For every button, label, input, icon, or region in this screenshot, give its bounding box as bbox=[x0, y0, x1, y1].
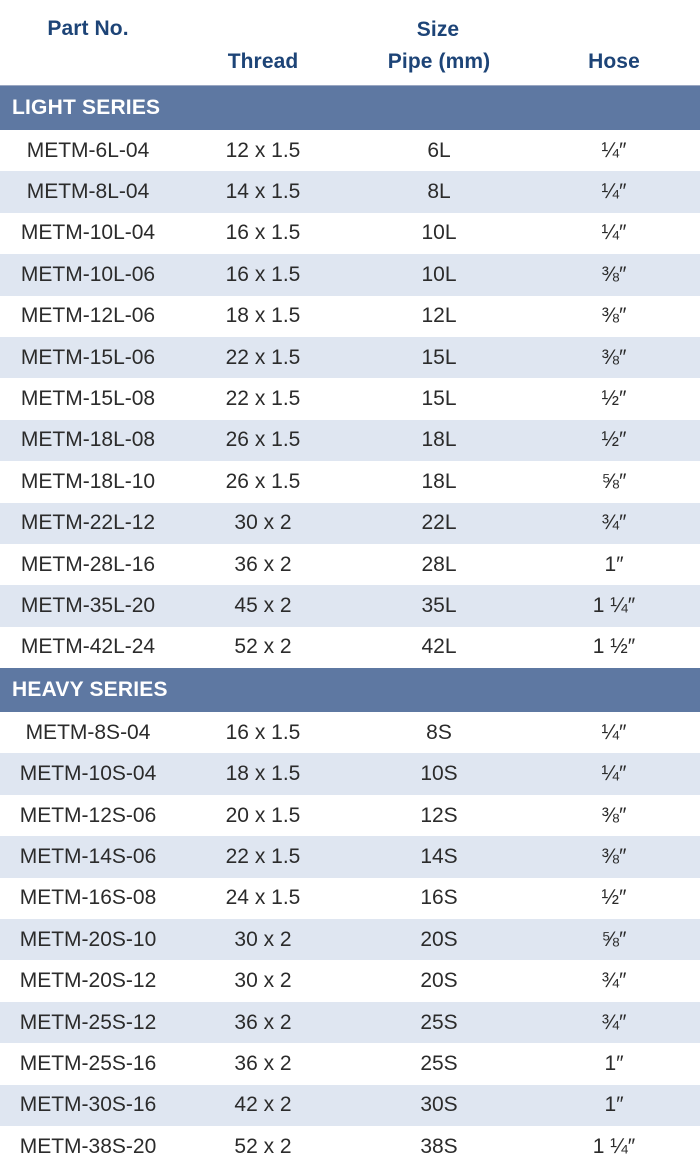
table-row bbox=[0, 960, 700, 1001]
pipe-size-cell: 30S bbox=[420, 1093, 458, 1117]
thread-cell: 36 x 2 bbox=[234, 552, 292, 576]
table-row bbox=[0, 378, 700, 419]
thread-cell: 26 x 1.5 bbox=[225, 428, 301, 452]
part-number-cell: METM-12L-06 bbox=[20, 304, 156, 328]
thread-cell: 36 x 2 bbox=[234, 1051, 292, 1075]
hose-size-cell: ⅜″ bbox=[601, 803, 627, 827]
part-number-cell: METM-30S-16 bbox=[19, 1093, 157, 1117]
hose-size-cell: ¼″ bbox=[601, 180, 627, 204]
thread-cell: 14 x 1.5 bbox=[225, 180, 301, 204]
table-row bbox=[0, 1085, 700, 1126]
part-number-cell: METM-35L-20 bbox=[20, 593, 156, 617]
pipe-size-cell: 42L bbox=[421, 635, 457, 659]
pipe-size-cell: 8L bbox=[427, 180, 451, 204]
hose-size-cell: 1 ¼″ bbox=[592, 593, 636, 617]
table-row bbox=[0, 585, 700, 626]
header-size: Size bbox=[416, 18, 460, 41]
pipe-size-cell: 10S bbox=[420, 762, 458, 786]
hose-size-cell: ⅝″ bbox=[601, 927, 627, 951]
hose-size-cell: 1 ½″ bbox=[592, 635, 636, 659]
part-number-cell: METM-25S-16 bbox=[19, 1051, 157, 1075]
part-number-cell: METM-20S-10 bbox=[19, 927, 157, 951]
part-number-cell: METM-6L-04 bbox=[26, 138, 150, 162]
pipe-size-cell: 14S bbox=[420, 844, 458, 868]
table-row bbox=[0, 296, 700, 337]
part-number-cell: METM-15L-06 bbox=[20, 345, 156, 369]
pipe-size-cell: 18L bbox=[421, 469, 457, 493]
pipe-size-cell: 25S bbox=[420, 1051, 458, 1075]
hose-size-cell: ¾″ bbox=[601, 969, 627, 993]
thread-cell: 26 x 1.5 bbox=[225, 469, 301, 493]
hose-size-cell: ½″ bbox=[601, 387, 627, 411]
hose-size-cell: ⅜″ bbox=[601, 345, 627, 369]
pipe-size-cell: 35L bbox=[421, 593, 457, 617]
pipe-size-cell: 20S bbox=[420, 969, 458, 993]
hose-size-cell: ¼″ bbox=[601, 762, 627, 786]
part-number-cell: METM-8L-04 bbox=[26, 180, 150, 204]
table-row bbox=[0, 712, 700, 753]
thread-cell: 16 x 1.5 bbox=[225, 262, 301, 286]
hose-size-cell: ⅜″ bbox=[601, 844, 627, 868]
table-row bbox=[0, 503, 700, 544]
part-number-cell: METM-42L-24 bbox=[20, 635, 156, 659]
table-row bbox=[0, 337, 700, 378]
part-number-cell: METM-28L-16 bbox=[20, 552, 156, 576]
part-number-cell: METM-38S-20 bbox=[19, 1134, 157, 1158]
table-row bbox=[0, 795, 700, 836]
pipe-size-cell: 10L bbox=[421, 221, 457, 245]
part-number-cell: METM-22L-12 bbox=[20, 511, 156, 535]
hose-size-cell: ½″ bbox=[601, 428, 627, 452]
thread-cell: 52 x 2 bbox=[234, 1134, 292, 1158]
table-row bbox=[0, 461, 700, 502]
pipe-size-cell: 18L bbox=[421, 428, 457, 452]
thread-cell: 22 x 1.5 bbox=[225, 345, 301, 369]
header-part-no: Part No. bbox=[47, 17, 129, 40]
table-row bbox=[0, 171, 700, 212]
pipe-size-cell: 25S bbox=[420, 1010, 458, 1034]
pipe-size-cell: 16S bbox=[420, 886, 458, 910]
table-row bbox=[0, 627, 700, 668]
part-number-cell: METM-18L-10 bbox=[20, 469, 156, 493]
table-row bbox=[0, 254, 700, 295]
heavy-series-header: HEAVY SERIES bbox=[0, 668, 700, 712]
pipe-size-cell: 28L bbox=[421, 552, 457, 576]
thread-cell: 16 x 1.5 bbox=[225, 720, 301, 744]
pipe-size-cell: 20S bbox=[420, 927, 458, 951]
thread-cell: 24 x 1.5 bbox=[225, 886, 301, 910]
pipe-size-cell: 10L bbox=[421, 262, 457, 286]
part-number-cell: METM-8S-04 bbox=[25, 720, 151, 744]
header-hose: Hose bbox=[588, 50, 640, 73]
table-row bbox=[0, 1002, 700, 1043]
thread-cell: 30 x 2 bbox=[234, 927, 292, 951]
thread-cell: 22 x 1.5 bbox=[225, 844, 301, 868]
table-row bbox=[0, 836, 700, 877]
thread-cell: 52 x 2 bbox=[234, 635, 292, 659]
part-number-cell: METM-14S-06 bbox=[19, 844, 157, 868]
part-number-cell: METM-10L-06 bbox=[20, 262, 156, 286]
thread-cell: 18 x 1.5 bbox=[225, 304, 301, 328]
pipe-size-cell: 15L bbox=[421, 387, 457, 411]
hose-size-cell: ⅜″ bbox=[601, 262, 627, 286]
pipe-size-cell: 6L bbox=[427, 138, 451, 162]
hose-size-cell: ½″ bbox=[601, 886, 627, 910]
table-row bbox=[0, 753, 700, 794]
light-series-header: LIGHT SERIES bbox=[0, 86, 700, 130]
light-series-rows bbox=[0, 130, 700, 668]
hose-size-cell: 1 ¼″ bbox=[592, 1134, 636, 1158]
thread-cell: 22 x 1.5 bbox=[225, 387, 301, 411]
part-number-cell: METM-25S-12 bbox=[19, 1010, 157, 1034]
part-number-cell: METM-12S-06 bbox=[19, 803, 157, 827]
pipe-size-cell: 12L bbox=[421, 304, 457, 328]
pipe-size-cell: 15L bbox=[421, 345, 457, 369]
hose-size-cell: ¾″ bbox=[601, 1010, 627, 1034]
table-row bbox=[0, 213, 700, 254]
hose-size-cell: ¼″ bbox=[601, 720, 627, 744]
hose-size-cell: ¼″ bbox=[601, 138, 627, 162]
hose-size-cell: ⅜″ bbox=[601, 304, 627, 328]
hose-size-cell: 1″ bbox=[604, 552, 624, 576]
header-pipe: Pipe (mm) bbox=[387, 50, 491, 73]
pipe-size-cell: 38S bbox=[420, 1134, 458, 1158]
thread-cell: 36 x 2 bbox=[234, 1010, 292, 1034]
table-row bbox=[0, 420, 700, 461]
table-row bbox=[0, 1043, 700, 1084]
part-number-cell: METM-10S-04 bbox=[19, 762, 157, 786]
table-row bbox=[0, 1126, 700, 1167]
pipe-size-cell: 8S bbox=[426, 720, 452, 744]
hose-size-cell: ¼″ bbox=[601, 221, 627, 245]
table-row bbox=[0, 544, 700, 585]
table-row bbox=[0, 919, 700, 960]
pipe-size-cell: 12S bbox=[420, 803, 458, 827]
hose-size-cell: ⅝″ bbox=[601, 469, 627, 493]
thread-cell: 18 x 1.5 bbox=[225, 762, 301, 786]
header-thread: Thread bbox=[227, 50, 299, 73]
thread-cell: 45 x 2 bbox=[234, 593, 292, 617]
thread-cell: 16 x 1.5 bbox=[225, 221, 301, 245]
part-number-cell: METM-16S-08 bbox=[19, 886, 157, 910]
hose-size-cell: ¾″ bbox=[601, 511, 627, 535]
part-number-cell: METM-18L-08 bbox=[20, 428, 156, 452]
table-row bbox=[0, 878, 700, 919]
thread-cell: 12 x 1.5 bbox=[225, 138, 301, 162]
thread-cell: 30 x 2 bbox=[234, 969, 292, 993]
table-row bbox=[0, 130, 700, 171]
hose-size-cell: 1″ bbox=[604, 1093, 624, 1117]
heavy-series-rows bbox=[0, 712, 700, 1167]
part-number-cell: METM-10L-04 bbox=[20, 221, 156, 245]
table-header bbox=[0, 0, 700, 86]
part-number-cell: METM-20S-12 bbox=[19, 969, 157, 993]
thread-cell: 20 x 1.5 bbox=[225, 803, 301, 827]
pipe-size-cell: 22L bbox=[421, 511, 457, 535]
hose-size-cell: 1″ bbox=[604, 1051, 624, 1075]
part-number-cell: METM-15L-08 bbox=[20, 387, 156, 411]
thread-cell: 30 x 2 bbox=[234, 511, 292, 535]
thread-cell: 42 x 2 bbox=[234, 1093, 292, 1117]
